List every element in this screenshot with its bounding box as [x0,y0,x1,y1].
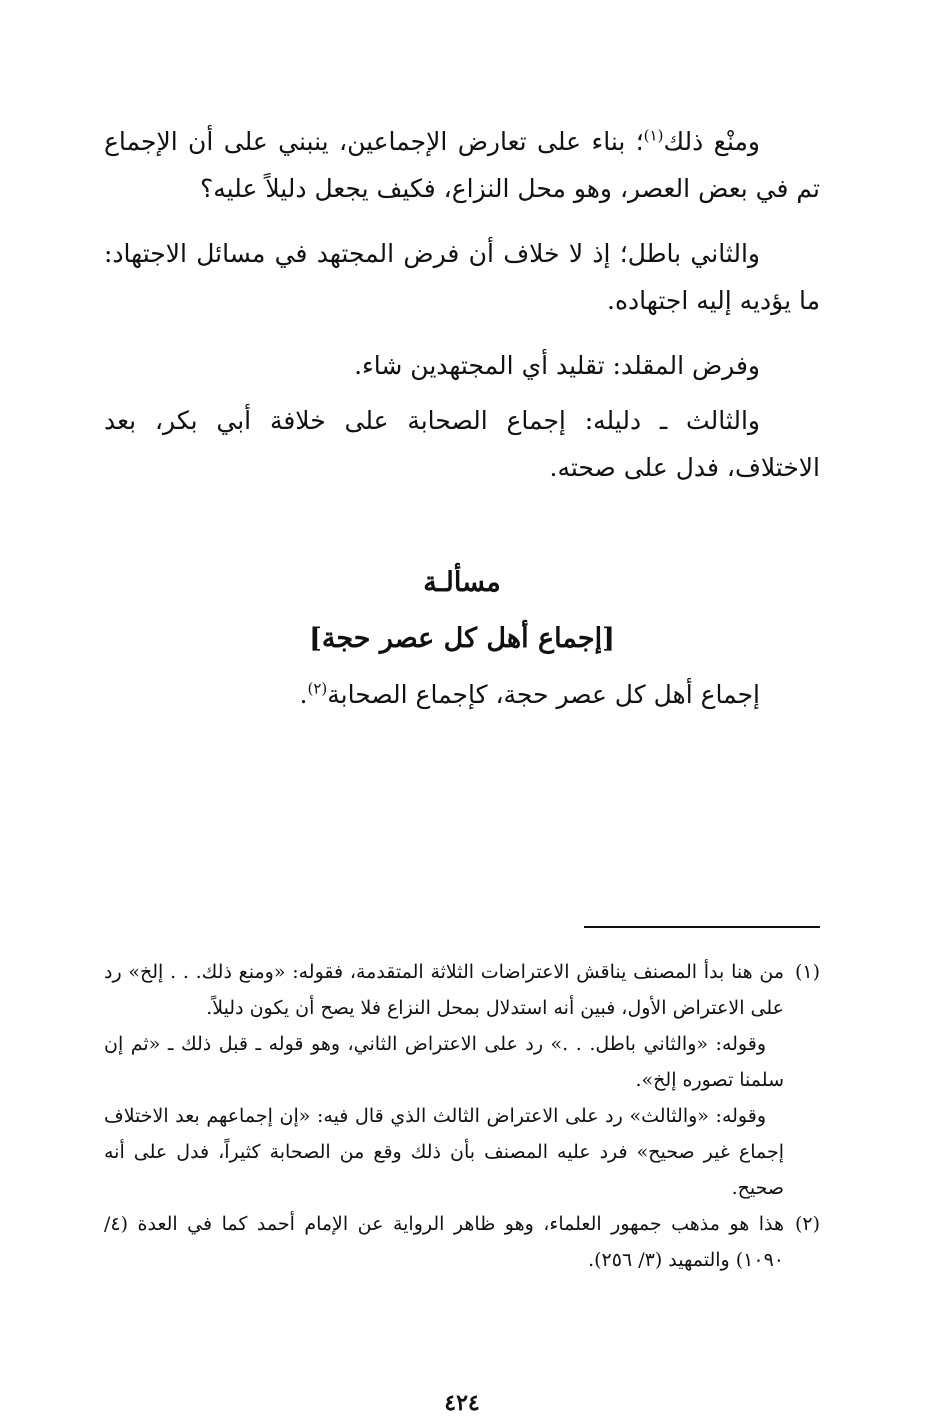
footnote-2-text: هذا هو مذهب جمهور العلماء، وهو ظاهر الرواية عن الإمام أحمد كما في العدة (٤/ ١٠٩٠) والتمهيد (٣/ ٢٥٦). [104,1213,784,1271]
footnote-1-number: (١) [794,961,820,983]
paragraph-1-rest: ؛ بناء على تعارض الإجماعين، ينبني على أن الإجماع تم في بعض العصر، وهو محل النزاع، فكيف يجعل دليلاً عليه؟ [104,127,820,203]
footnotes [104,954,820,1278]
footnote-1-text: من هنا بدأ المصنف يناقش الاعتراضات الثلاثة المتقدمة، فقوله: «ومنع ذلك. . . إلخ» رد على الاعتراض الأول، فبين أنه استدلال بمحل النزاع فلا يصح أن يكون دليلاً. [104,961,784,1019]
paragraph-4: والثالث ـ دليله: إجماع الصحابة على خلافة أبي بكر، بعد الاختلاف، فدل على صحته. [104,406,820,482]
footnote-ref-1[interactable]: (١) [643,126,664,145]
footnote-2-number: (٢) [794,1213,820,1235]
footnote-1-continuation-1: وقوله: «والثاني باطل. . .» رد على الاعتراض الثاني، وهو قوله ـ قبل ذلك ـ «ثم إن سلمنا تصوره إلخ». [104,1033,784,1091]
statement-text: إجماع أهل كل عصر حجة، كإجماع الصحابة [327,680,760,709]
section-statement [104,671,820,718]
statement-end: . [299,680,308,709]
footnote-ref-2[interactable]: (٢) [307,679,328,698]
footnote-1 [104,954,820,1026]
paragraph-1 [104,118,820,212]
page-number: ٤٢٤ [444,1390,480,1416]
book-page [104,118,820,1416]
section-subtitle: [إجماع أهل كل عصر حجة] [309,623,615,654]
section-title: مسألـة [423,567,501,598]
paragraph-1-start: ومنْع ذلك [663,127,760,156]
paragraph-2: والثاني باطل؛ إذ لا خلاف أن فرض المجتهد في مسائل الاجتهاد: ما يؤديه إليه اجتهاده. [104,239,820,315]
footnote-1-continuation-2: وقوله: «والثالث» رد على الاعتراض الثالث الذي قال فيه: «إن إجماعهم بعد الاختلاف إجماع غير صحيح» فرد عليه المصنف بأن ذلك وقع من الصحابة كثيراً، فدل على أنه صحيح. [104,1105,784,1199]
footnote-2 [104,1206,820,1278]
footnote-separator [584,926,820,928]
paragraph-3: وفرض المقلد: تقليد أي المجتهدين شاء. [354,351,760,380]
